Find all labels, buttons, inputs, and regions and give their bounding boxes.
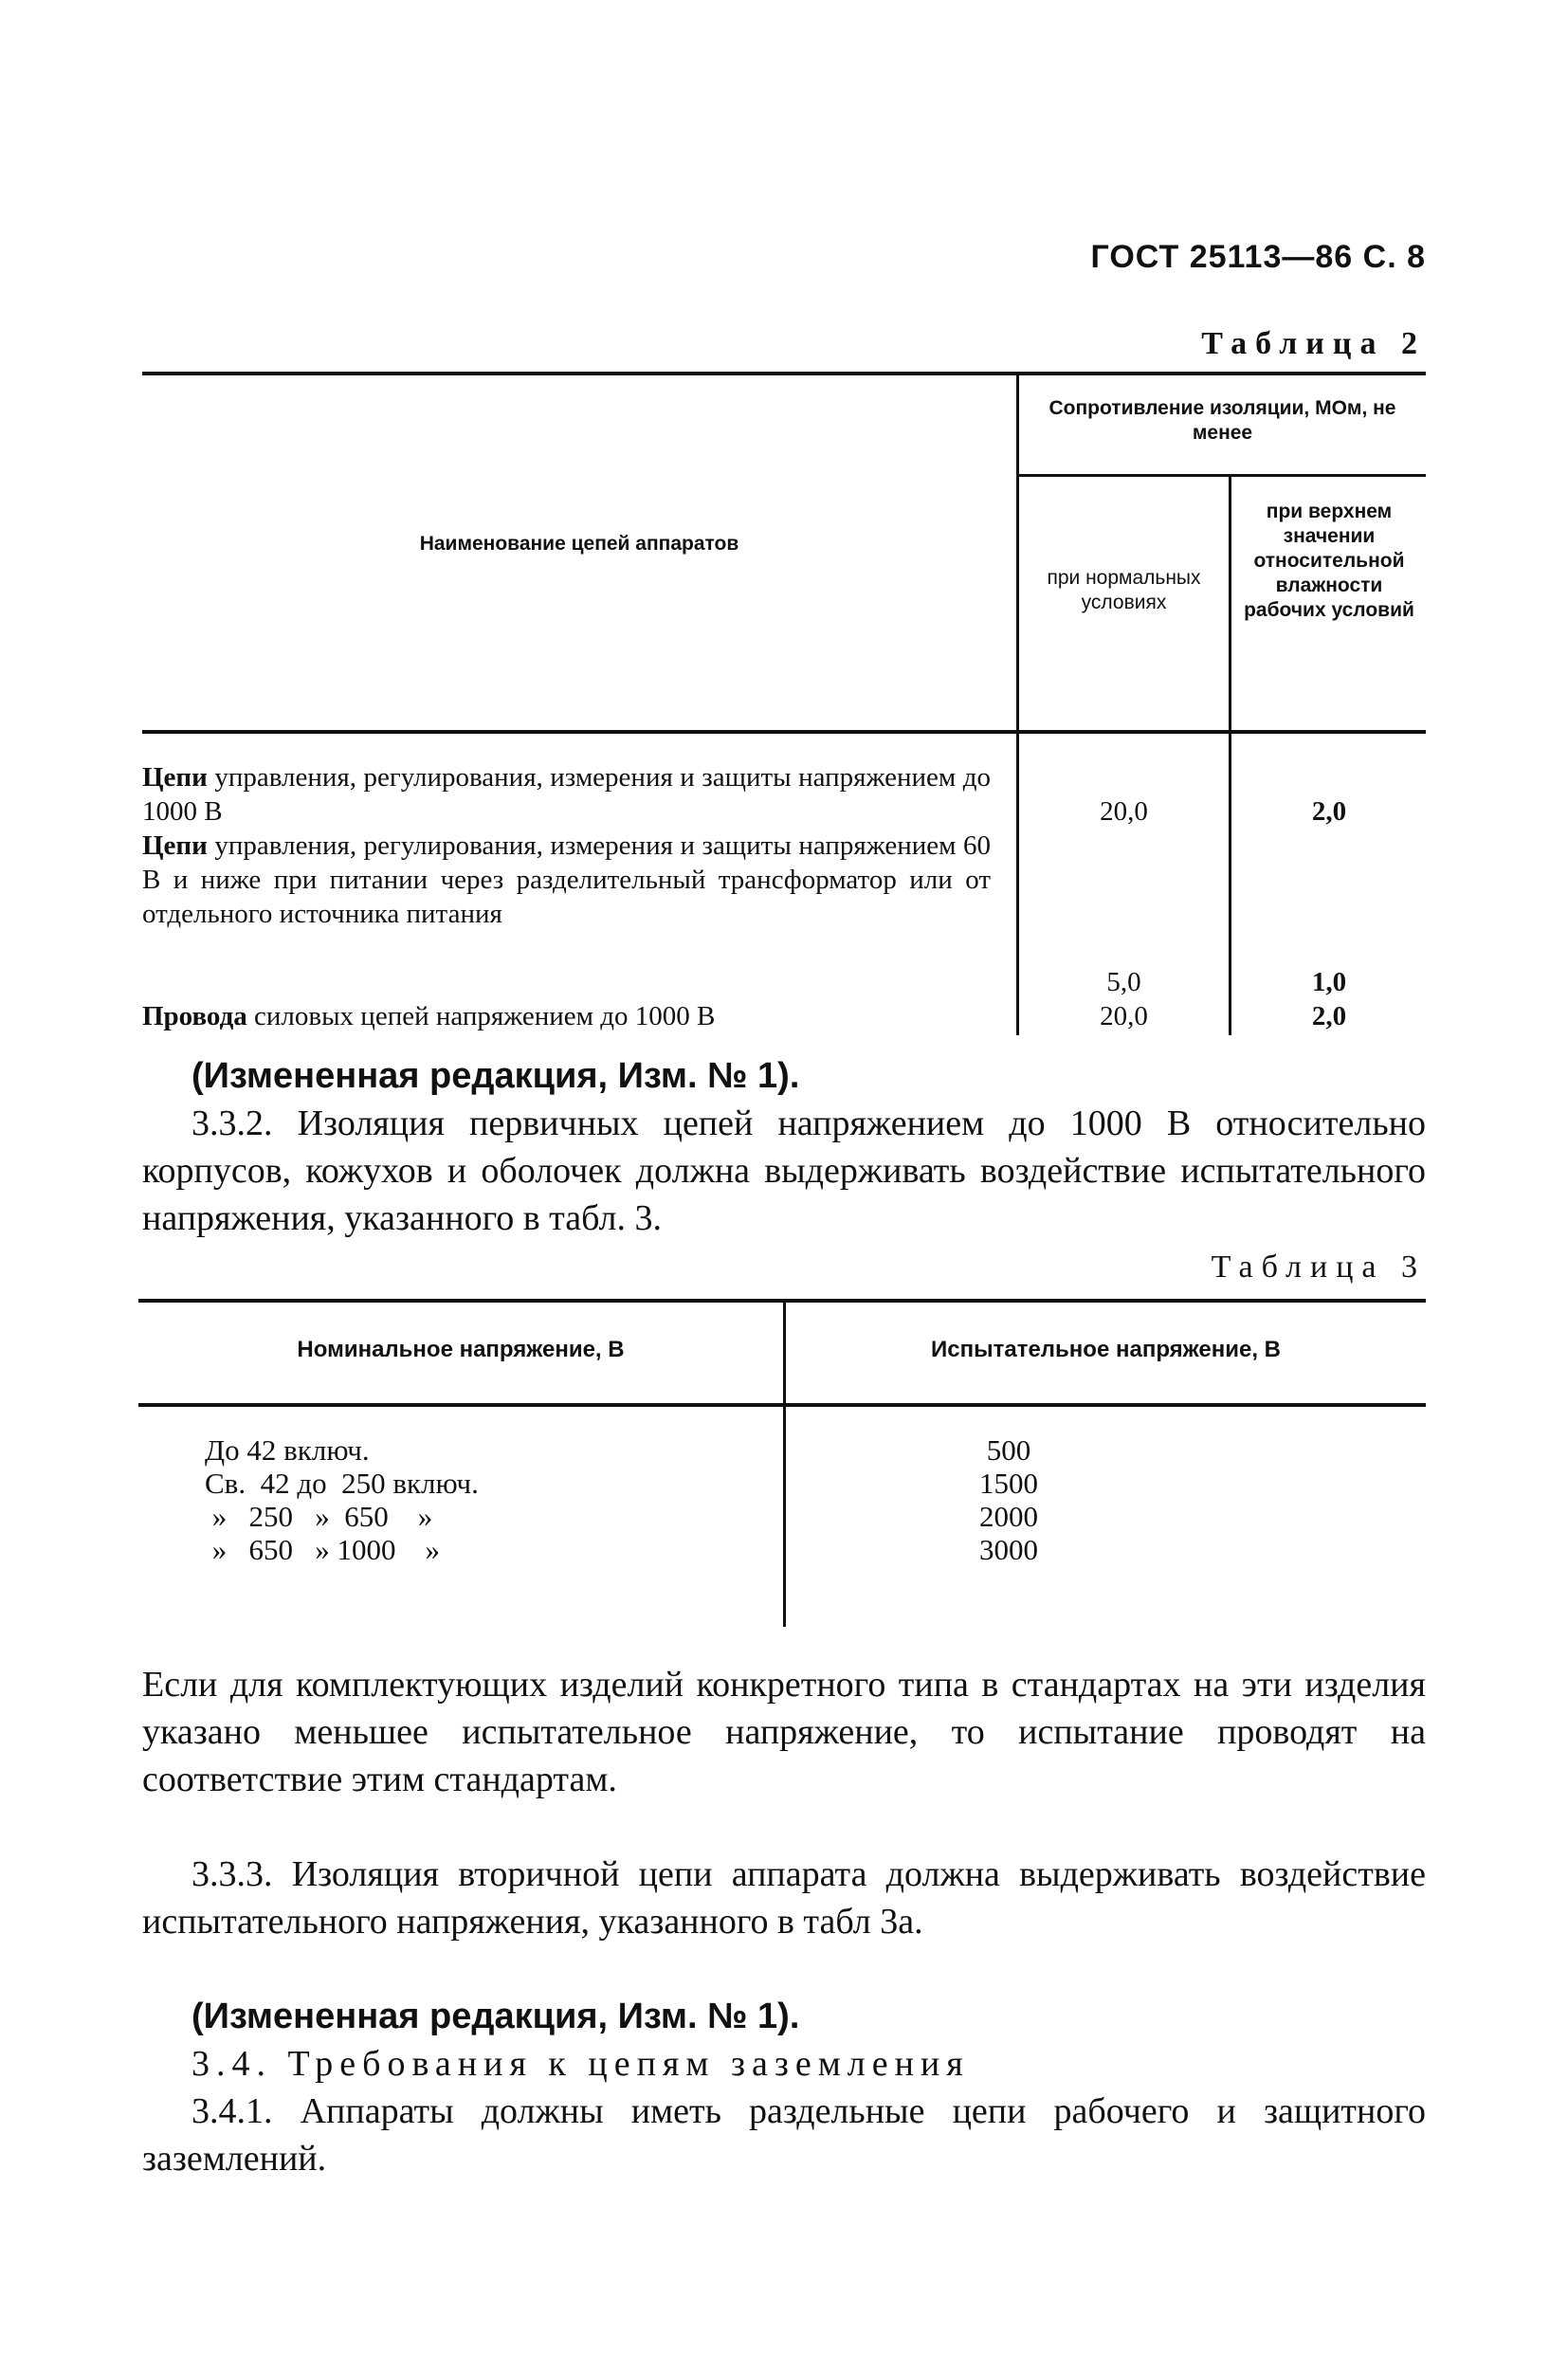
amendment-note-text: (Измененная редакция, Изм. № 1). — [191, 1997, 800, 2036]
table2-value-normal: 20,0 — [1100, 796, 1148, 827]
clause-3-3-3: 3.3.3. Изоляция вторичной цепи аппарата должна выдерживать воздействие испытательного напряжения, указанного в табл 3а. — [142, 1854, 1426, 1942]
table2-value-humid: 2,0 — [1311, 1001, 1347, 1031]
table2-value-humid: 2,0 — [1311, 796, 1347, 827]
clause-3-4-1: 3.4.1. Аппараты должны иметь раздельные цепи рабочего и защитного заземлений. — [142, 2091, 1426, 2179]
table2-header-rule — [142, 730, 1426, 734]
table3-test: 1500 — [979, 1467, 1038, 1500]
table2-group-rule — [1016, 474, 1426, 477]
table2-top-rule — [142, 372, 1426, 375]
table2-header-humid: при верхнем значении относительной влажности рабочих условий — [1244, 501, 1414, 621]
table2-column-divider — [1016, 372, 1019, 1035]
table3-test: 3000 — [979, 1533, 1038, 1566]
table3 — [138, 1299, 1426, 1627]
table2-header-normal: при нормальных условиях — [1047, 567, 1201, 613]
table2-value-normal: 20,0 — [1100, 1001, 1148, 1031]
table2-value-normal: 5,0 — [1106, 967, 1141, 997]
table3-header-rule — [138, 1403, 1426, 1407]
table2 — [142, 372, 1426, 1035]
table2-column-divider — [1229, 476, 1231, 1035]
table2-row-lead: Цепи — [142, 830, 208, 861]
table2-row-text: управления, регулирования, измерения и защиты напряжением 60 В и ниже при питании через разделительный трансформатор или от отдельного источника питания — [142, 830, 992, 929]
table3-test: 2000 — [979, 1500, 1038, 1533]
table2-row-name — [142, 999, 991, 1033]
table2-row-text: силовых цепей напряжением до 1000 В — [254, 1001, 716, 1031]
table3-test: 500 — [986, 1433, 1031, 1467]
table2-row-name — [142, 829, 991, 931]
table2-header-group: Сопротивление изоляции, МОм, не менее — [1048, 397, 1396, 444]
table3-header-nominal: Номинальное напряжение, В — [297, 1337, 625, 1362]
table3-nominal: Св. 42 до 250 включ. — [205, 1467, 479, 1500]
amendment-note — [142, 1993, 1426, 2040]
table3-header-test: Испытательное напряжение, В — [931, 1337, 1281, 1362]
table3-nominal: » 250 » 650 » — [205, 1500, 433, 1533]
table2-row-name — [142, 760, 991, 829]
table2-value-humid: 1,0 — [1311, 967, 1347, 997]
table2-row-lead: Провода — [142, 1001, 247, 1031]
table2-header-name: Наименование цепей аппаратов — [419, 533, 739, 555]
amendment-note — [142, 1052, 1426, 1100]
paragraph-components: Если для комплектующих изделий конкретного типа в стандартах на эти изделия указано меньшее испытательное напряжение, то испытание проводят на соответствие этим стандартам. — [142, 1665, 1426, 1799]
table2-row-text: управления, регулирования, измерения и защиты напряжением до 1000 В — [142, 762, 991, 827]
section-3-4-heading: 3.4. Требования к цепям заземления — [191, 2044, 970, 2084]
table2-caption: Таблица 2 — [1201, 326, 1426, 361]
table3-caption: Таблица 3 — [1211, 1249, 1426, 1285]
table3-nominal: » 650 » 1000 » — [205, 1533, 440, 1566]
clause-3-3-2: 3.3.2. Изоляция первичных цепей напряжением до 1000 В относительно корпусов, кожухов и оболочек должна выдерживать воздействие испытательного напряжения, указанного в табл. 3. — [142, 1104, 1426, 1238]
page-header: ГОСТ 25113—86 С. 8 — [1090, 239, 1426, 275]
table3-nominal: До 42 включ. — [205, 1433, 370, 1467]
amendment-note-text: (Измененная редакция, Изм. № 1). — [191, 1056, 800, 1096]
table2-row-lead: Цепи — [142, 762, 208, 793]
table3-top-rule — [138, 1299, 1426, 1303]
